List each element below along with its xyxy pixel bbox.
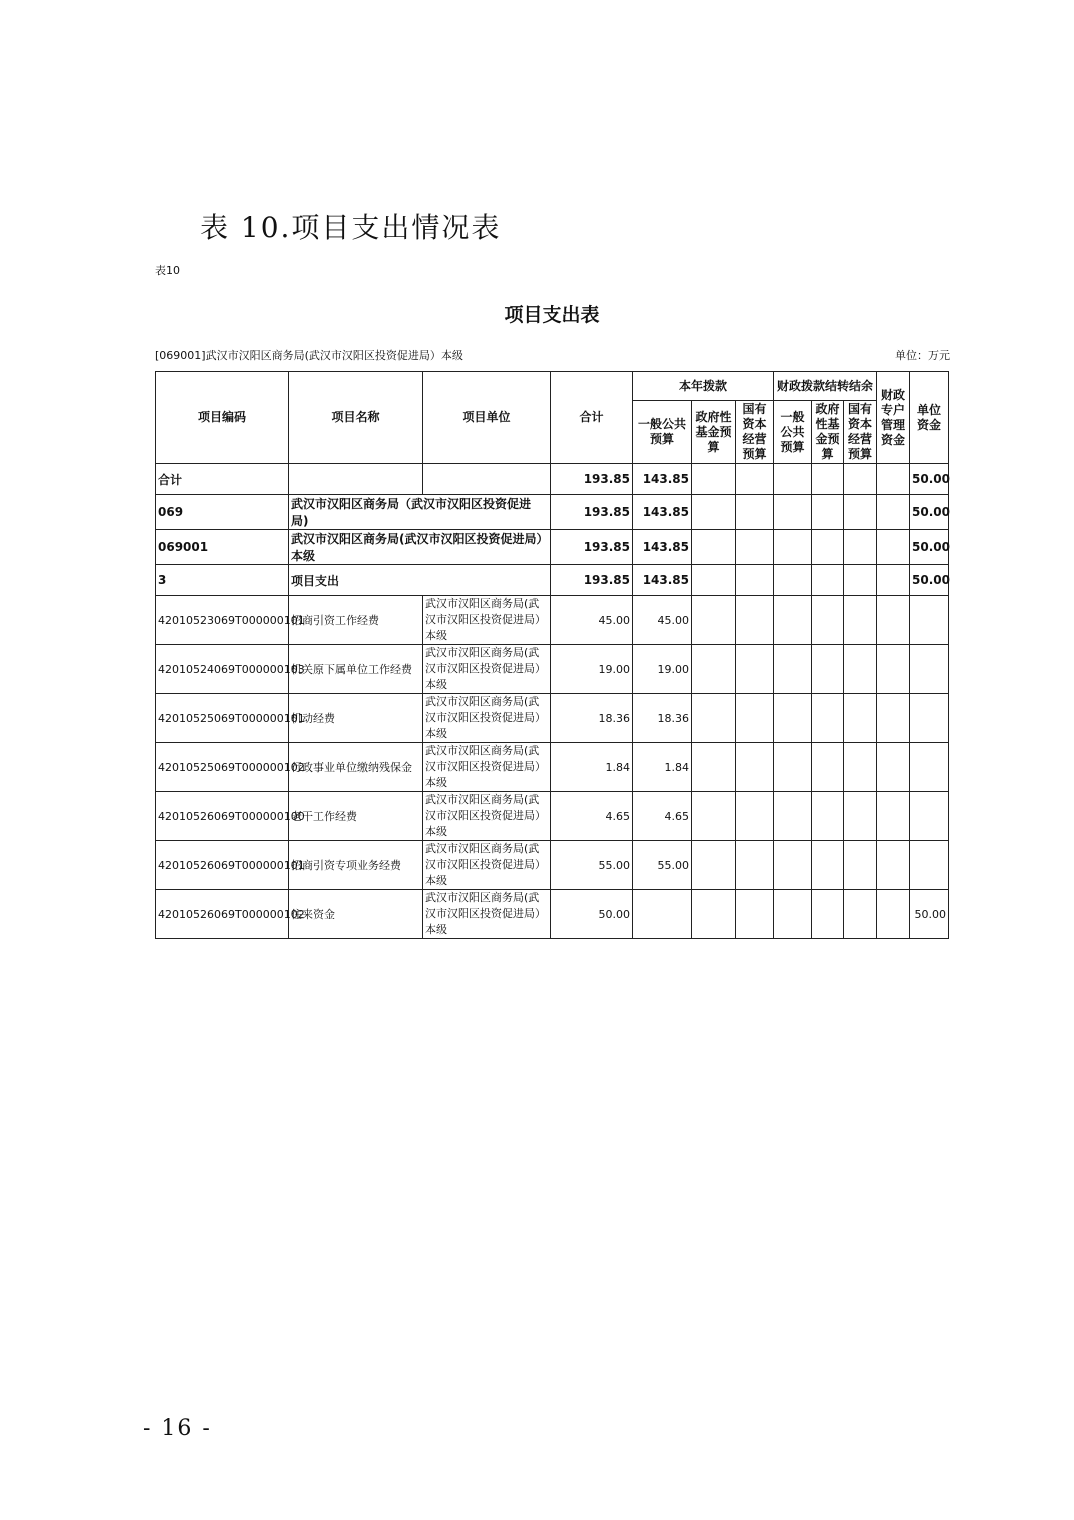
row-general-budget: 55.00 [633,841,692,890]
row-total: 19.00 [551,645,633,694]
row-unit: 武汉市汉阳区商务局(武汉市汉阳区投资促进局）本级 [423,890,551,939]
row-self-funds: 50.00 [910,530,949,565]
col-header-carry-general: 一般公共预算 [774,401,812,464]
row-self-funds [910,694,949,743]
col-header-code: 项目编码 [156,372,289,464]
row-code: 42010526069T000000100 [156,792,289,841]
row-name: 武汉市汉阳区商务局（武汉市汉阳区投资促进局) [289,495,551,530]
row-name: 机关原下属单位工作经费 [289,645,423,694]
row-general-budget: 19.00 [633,645,692,694]
row-total: 1.84 [551,743,633,792]
row-general-budget: 1.84 [633,743,692,792]
row-name: 项目支出 [289,565,551,596]
row-code: 42010523069T000000101 [156,596,289,645]
table-row [156,645,949,694]
table-row-unit [156,530,949,565]
row-code: 合计 [156,464,289,495]
row-self-funds: 50.00 [910,495,949,530]
row-total: 193.85 [551,530,633,565]
row-unit [423,464,551,495]
row-general-budget: 143.85 [633,464,692,495]
row-name: 机动经费 [289,694,423,743]
row-name: 招商引资工作经费 [289,596,423,645]
row-general-budget: 143.85 [633,565,692,596]
row-general-budget: 143.85 [633,495,692,530]
project-expenditure-table [155,371,949,939]
row-unit: 武汉市汉阳区商务局(武汉市汉阳区投资促进局）本级 [423,792,551,841]
row-code: 42010525069T000000101 [156,694,289,743]
table-row [156,841,949,890]
row-code: 42010524069T000000103 [156,645,289,694]
table-row [156,743,949,792]
row-self-funds [910,596,949,645]
table-row [156,596,949,645]
row-name: 老干工作经费 [289,792,423,841]
col-group-carryover: 财政拨款结转结余 [774,372,877,401]
row-name: 往来资金 [289,890,423,939]
table-row [156,792,949,841]
col-header-special-account: 财政专户管理资金 [877,372,910,464]
row-general-budget: 18.36 [633,694,692,743]
row-total: 193.85 [551,565,633,596]
row-unit: 武汉市汉阳区商务局(武汉市汉阳区投资促进局）本级 [423,841,551,890]
row-unit: 武汉市汉阳区商务局(武汉市汉阳区投资促进局）本级 [423,645,551,694]
row-total: 50.00 [551,890,633,939]
row-name: 行政事业单位缴纳残保金 [289,743,423,792]
row-code: 069001 [156,530,289,565]
row-general-budget: 45.00 [633,596,692,645]
col-header-name: 项目名称 [289,372,423,464]
row-total: 55.00 [551,841,633,890]
col-header-carry-fund: 政府性基金预算 [812,401,844,464]
page-number: - 16 - [143,1416,212,1441]
row-code: 42010525069T000000102 [156,743,289,792]
row-code: 42010526069T000000102 [156,890,289,939]
col-group-current-appropriation: 本年拨款 [633,372,774,401]
row-unit: 武汉市汉阳区商务局(武汉市汉阳区投资促进局）本级 [423,596,551,645]
row-general-budget [633,890,692,939]
row-name [289,464,423,495]
row-unit: 武汉市汉阳区商务局(武汉市汉阳区投资促进局）本级 [423,743,551,792]
row-code: 3 [156,565,289,596]
row-name: 招商引资专项业务经费 [289,841,423,890]
col-header-unit: 项目单位 [423,372,551,464]
row-self-funds [910,841,949,890]
row-total: 18.36 [551,694,633,743]
section-heading: 表 10.项目支出情况表 [200,211,502,244]
table-row-dept [156,495,949,530]
row-total: 193.85 [551,495,633,530]
row-self-funds [910,645,949,694]
row-code: 42010526069T000000101 [156,841,289,890]
table-title: 项目支出表 [504,304,600,326]
col-header-current-state-capital: 国有资本经营预算 [736,401,774,464]
org-name: [069001]武汉市汉阳区商务局(武汉市汉阳区投资促进局）本级 [155,349,463,362]
row-total: 193.85 [551,464,633,495]
unit-label: 单位：万元 [895,349,950,362]
col-header-current-general: 一般公共预算 [633,401,692,464]
row-total: 45.00 [551,596,633,645]
row-general-budget: 143.85 [633,530,692,565]
table-row [156,890,949,939]
row-unit: 武汉市汉阳区商务局(武汉市汉阳区投资促进局）本级 [423,694,551,743]
table-row-total [156,464,949,495]
row-code: 069 [156,495,289,530]
row-self-funds: 50.00 [910,464,949,495]
table-tag: 表10 [155,264,180,277]
col-header-self-funds: 单位资金 [910,372,949,464]
table-row-category [156,565,949,596]
row-name: 武汉市汉阳区商务局(武汉市汉阳区投资促进局）本级 [289,530,551,565]
col-header-current-fund: 政府性基金预算 [692,401,736,464]
row-self-funds [910,792,949,841]
col-header-carry-state-capital: 国有资本经营预算 [844,401,877,464]
row-general-budget: 4.65 [633,792,692,841]
row-total: 4.65 [551,792,633,841]
row-self-funds [910,743,949,792]
table-row [156,694,949,743]
row-self-funds: 50.00 [910,890,949,939]
row-self-funds: 50.00 [910,565,949,596]
col-header-total: 合计 [551,372,633,464]
